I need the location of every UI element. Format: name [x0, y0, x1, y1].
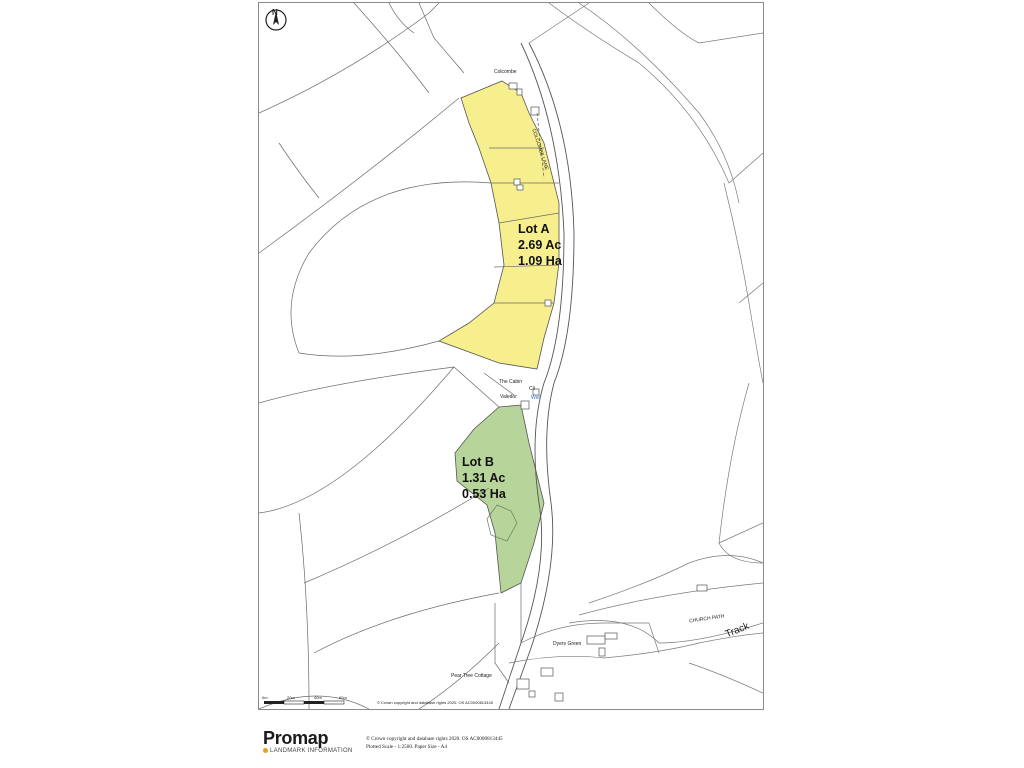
scale-label-20: 20m: [287, 695, 295, 700]
scale-label-60: 60m: [339, 695, 347, 700]
label-church-path: CHURCH PATH: [688, 613, 725, 625]
label-dyers-green: Dyers Green: [553, 641, 582, 647]
label-cli: Cli: [529, 386, 535, 392]
lot-a-label: [518, 221, 562, 269]
brand-dot-icon: [263, 748, 268, 753]
lot-a-name: Lot A: [518, 222, 550, 236]
label-colcombe-lane: COLCOMBE LANE: [530, 128, 550, 171]
promap-subtitle-text: LANDMARK INFORMATION: [270, 748, 353, 754]
map-canvas: [259, 3, 763, 709]
scale-bar: [264, 701, 344, 704]
map-copyright: © Crown copyright and database rights 2020. OS AC0000813445: [377, 700, 493, 705]
map-footer: [258, 718, 762, 762]
north-label: N: [272, 8, 278, 17]
footer-plot-info: Plotted Scale - 1:2500. Paper Size - A4: [366, 744, 447, 750]
lot-a-acres: 2.69 Ac: [518, 238, 562, 252]
label-track: Track: [723, 620, 751, 641]
promap-subtitle: [263, 748, 353, 754]
label-valedor: Valedor: [500, 394, 517, 400]
label-well: Well: [531, 395, 541, 401]
label-pear-tree-cottage: Pear Tree Cottage: [451, 673, 492, 679]
lot-b-hectares: 0.53 Ha: [462, 487, 506, 501]
lot-b-name: Lot B: [462, 455, 494, 469]
label-the-cabin: The Cabin: [499, 379, 523, 385]
lot-b-acres: 1.31 Ac: [462, 471, 506, 485]
lot-a-hectares: 1.09 Ha: [518, 254, 562, 268]
footer-copyright: © Crown copyright and database rights 2020. OS AC0000813445: [366, 736, 503, 742]
label-colcombe: Colcombe: [494, 69, 517, 75]
promap-logo: Promap: [263, 728, 329, 748]
scale-label-40: 40m: [314, 695, 322, 700]
map-frame: [258, 2, 764, 710]
lot-b-label: [462, 454, 506, 502]
eastern-boundaries: [509, 3, 763, 693]
scale-label-0: 0m: [262, 695, 268, 700]
